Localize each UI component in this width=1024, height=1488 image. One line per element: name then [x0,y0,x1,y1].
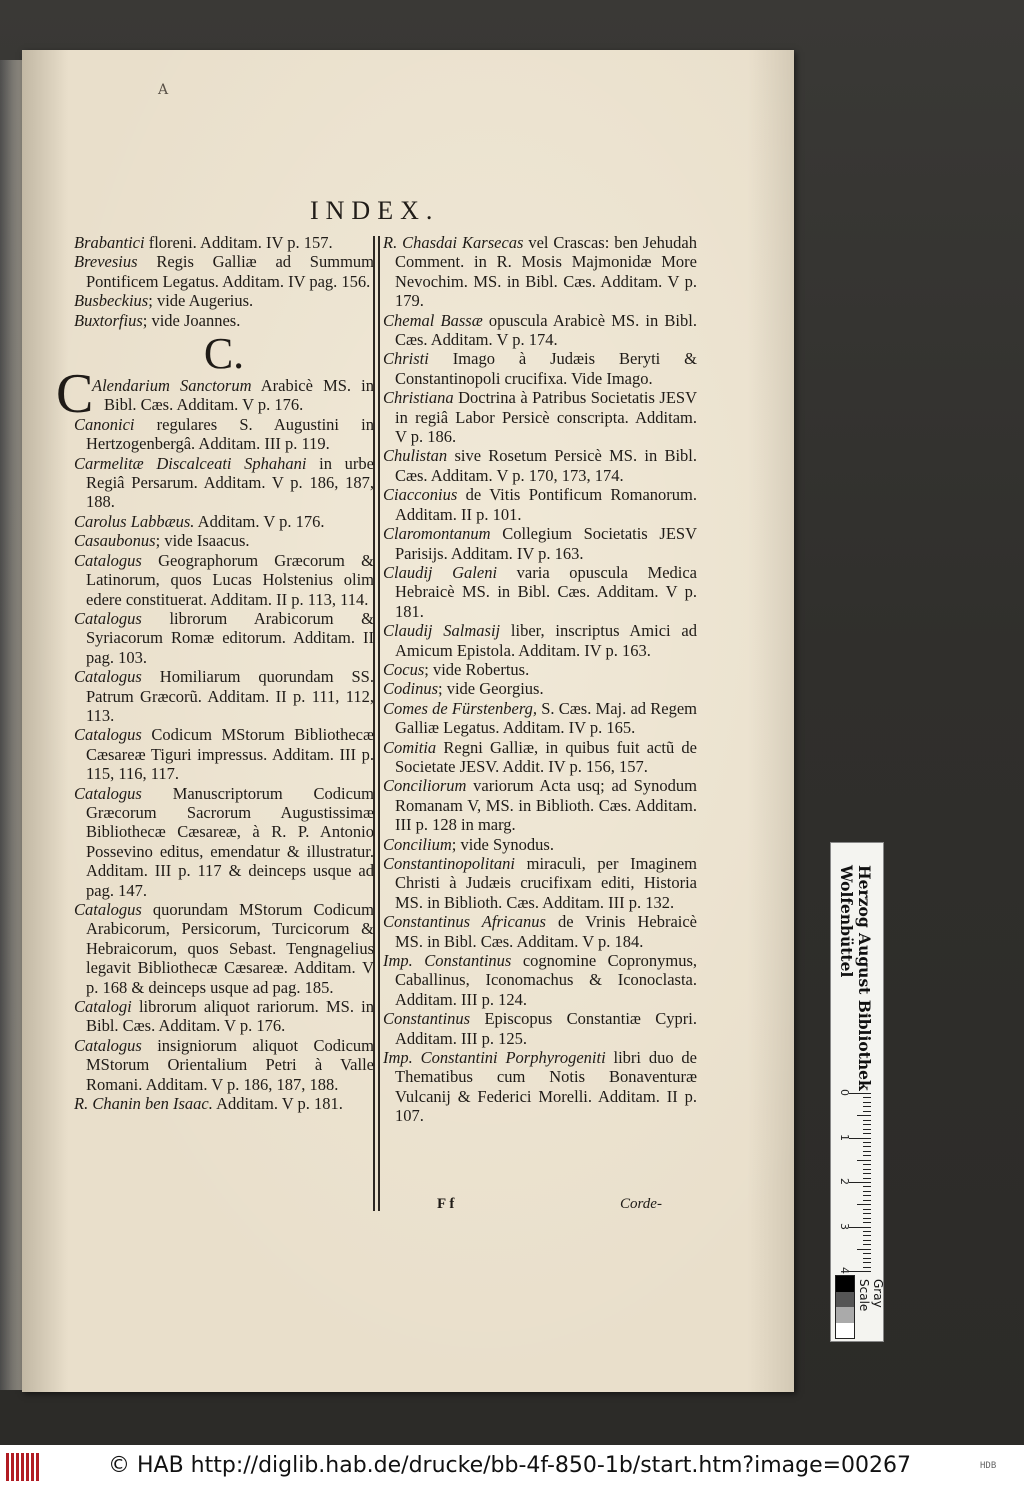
entry-headword: Concilium [383,834,452,854]
entry-headword: Brevesius [74,252,138,272]
ruler-tick [863,1213,871,1214]
entry-reference: librorum Arabicorum & Syriacorum Romæ editorum. Additam. II pag. 103. [86,608,374,667]
footer-bar [0,1445,1024,1488]
index-entry [383,738,697,777]
entry-reference: varia opuscula Medica Hebraicè MS. in Bibl. Cæs. Additam. V p. 181. [395,562,698,621]
entry-reference: liber, inscriptus Amici ad Amicum Epistola. Additam. IV p. 163. [395,621,697,660]
logo-bar [11,1453,14,1481]
entry-reference: Codicum MStorum Bibliothecæ Cæsareæ Tiguri impressus. Additam. III p. 115, 116, 117. [86,725,374,784]
entry-headword: Chemal Bassæ [383,310,483,330]
ruler-tick [863,1244,871,1245]
entry-headword: Comitia [383,737,437,757]
index-entry [74,252,374,291]
ruler-tick [863,1222,871,1223]
entry-headword: Christi [383,349,429,369]
entry-reference: Arabicè MS. in Bibl. Cæs. Additam. V p. 176. [104,376,374,415]
logo-bar [31,1453,34,1481]
ruler-tick [863,1209,871,1210]
index-entry [74,609,374,667]
index-entry [383,951,697,1009]
entry-headword: Catalogus [74,667,142,687]
index-entry [383,388,697,446]
gray-scale-label: Gray Scale [857,1279,885,1312]
entry-reference: regulares S. Augustini in Hertzogenbergâ. Additam. III p. 119. [86,414,374,454]
entry-reference: Regni Galliæ, in quibus fuit actũ de Societate JESV. Addit. IV p. 156, 157. [395,737,697,776]
gray-swatch [836,1307,854,1323]
entry-reference: ; vide Isaacus. [155,531,250,551]
entry-reference: ; vide Augerius. [148,291,254,311]
index-entry [383,621,697,660]
ruler-tick [863,1218,871,1219]
entry-headword: Catalogus [74,725,142,745]
index-entry [74,531,374,550]
ruler-tick [863,1120,871,1121]
entry-reference: opuscula Arabicè MS. in Bibl. Cæs. Additam. V p. 174. [395,310,697,350]
ruler-tick [863,1102,871,1103]
entry-headword: R. Chanin ben Isaac. [74,1094,213,1114]
index-entry [383,311,697,350]
entry-headword: Carolus Labbæus. [74,511,195,531]
index-entry [383,524,697,563]
entries-c [56,363,374,1114]
ruler-tick [863,1169,871,1170]
ruler-tick [863,1111,871,1112]
index-entry [74,454,374,512]
entry-reference: Doctrina à Patribus Societatis JESV in regiâ Labor Persicè conscripta. Additam. V p. 186. [395,388,697,447]
entry-headword: Imp. Constantini Porphyrogeniti [383,1048,606,1068]
ruler-tick [863,1267,871,1268]
entry-reference: miraculi, per Imaginem Christi à Judæis crucifixam editi, Historia MS. in Biblioth. Cæs. Additam. III p. 132. [395,854,697,912]
index-entry [383,563,697,621]
ruler-tick [863,1191,871,1192]
ruler-tick [857,1249,871,1250]
entry-headword: Conciliorum [383,776,467,796]
ruler-tick [863,1253,871,1254]
entry-reference: Regis Galliæ ad Summum Pontificem Legatus. Additam. IV pag. 156. [86,252,374,291]
ruler-tick [857,1115,871,1116]
index-entry [383,446,697,485]
section-letter: C. [203,329,245,379]
ruler-tick [849,1093,871,1094]
entry-reference: S. Cæs. Maj. ad Regem Galliæ Legatus. Additam. IV p. 165. [395,698,698,738]
entry-reference: Imago à Judæis Beryti & Constantinopoli crucifixa. Vide Imago. [395,349,697,388]
index-entry [74,233,374,252]
entry-headword: Catalogus [74,608,142,628]
index-entry [383,679,697,698]
index-entry [74,551,374,609]
entry-headword: Carmelitæ Discalceati Sphahani [74,453,307,473]
index-entry [383,233,697,311]
entry-headword: Constantinus Africanus [383,912,546,932]
entry-headword: Constantinopolitani [383,854,516,873]
ruler-tick [863,1155,871,1156]
footer-right-mark: HDB [980,1461,997,1471]
page-mark: A [158,82,169,98]
entry-headword: Catalogi [74,997,132,1017]
logo-bar [36,1453,39,1481]
entry-reference: floreni. Additam. IV p. 157. [144,233,333,252]
ruler-tick [863,1178,871,1179]
ruler-number: 3 [838,1222,851,1230]
entry-reference: Episcopus Constantiæ Cypri. Additam. III p. 125. [395,1009,697,1048]
entry-reference: quorundam MStorum Codicum Arabicorum, Persicorum, Turcicorum & Hebraicorum, quos Sebast. Tengnagelius legavit Bibliothecæ Cæsareæ. Additam. V p. 168 & deinceps usque ad pag. 185. [86,900,374,997]
entry-reference: ; vide Robertus. [424,659,530,679]
index-entry [74,311,374,330]
entry-reference: insigniorum aliquot Codicum MStorum Orientalium Petri à Valle Romani. Additam. V p. 186, 187, 188. [86,1035,374,1094]
ruler-tick [863,1106,871,1107]
entry-headword: Cocus [383,659,425,679]
entry-reference: ; vide Georgius. [438,679,544,699]
entry-headword: Catalogus [74,783,142,803]
ruler-tick [863,1124,871,1125]
scale-bar [830,842,884,1342]
entry-headword: Catalogus [74,900,142,919]
entries-b [74,233,374,330]
logo-bar [26,1453,29,1481]
scale-institution-name: Herzog August Bibliothek [855,865,874,1091]
entry-headword: R. Chasdai Karsecas [383,233,524,252]
entry-headword: Claudij Salmasij [383,621,501,641]
entry-headword: Canonici [74,414,135,434]
ruler-tick [863,1146,871,1147]
index-entry [383,485,697,524]
index-entry [383,1048,697,1126]
ruler-number: 1 [838,1133,851,1141]
entry-reference: libri duo de Thematibus cum Notis Bonaventuræ Vulcanij & Federici Morelli. Additam. II p. 107. [395,1048,697,1126]
left-column [56,233,374,1114]
right-column [383,233,697,1126]
entry-headword: Chulistan [383,446,448,466]
drop-initial: C [56,363,94,426]
ruler-tick [863,1151,871,1152]
cm-ruler [835,1089,871,1274]
ruler-tick [863,1195,871,1196]
entry-reference: variorum Acta usq; ad Synodum Romanam V, MS. in Biblioth. Cæs. Additam. III p. 128 in marg. [395,776,697,835]
entry-reference: librorum aliquot rariorum. MS. in Bibl. Cæs. Additam. V p. 176. [86,997,374,1036]
ruler-tick [863,1231,871,1232]
index-entry [74,415,374,454]
ruler-number: 4 [838,1267,851,1274]
running-head: INDEX. [310,196,440,225]
footer-copyright-link[interactable]: © HAB http://diglib.hab.de/drucke/bb-4f-850-1b/start.htm?image=00267 [108,1453,912,1478]
entry-headword: Brabantici [74,233,145,252]
entry-reference: cognomine Copronymus, Caballinus, Iconomachus & Iconoclasta. Additam. III p. 124. [395,951,697,1009]
index-entry [74,725,374,783]
ruler-number: 2 [838,1178,851,1185]
index-entry [74,1036,374,1094]
ruler-tick [857,1160,871,1161]
ruler-tick [849,1271,871,1272]
entry-reference: Manuscriptorum Codicum Græcorum Sacrorum Augustissimæ Bibliothecæ Cæsareæ, à R. P. Antonio Possevino editus, emendatur & illustratur. Additam. III p. 117 & deinceps usque ad pag. 147. [86,783,374,900]
entry-headword: Buxtorfius [74,310,143,330]
entry-reference: Homiliarum quorundam SS. Patrum Græcorũ. Additam. II p. 111, 112, 113. [86,667,374,725]
ruler-tick [849,1227,871,1228]
entry-reference: in urbe Regiâ Persarum. Additam. V p. 186, 187, 188. [86,453,374,512]
logo-bar [16,1453,19,1481]
entry-headword: Constantinus [383,1009,471,1029]
ruler-tick [863,1097,871,1098]
entry-reference: Geographorum Græcorum & Latinorum, quos Lucas Holstenius olim edere constituerat. Additam. II p. 113, 114. [86,550,374,609]
ruler-tick [849,1182,871,1183]
ruler-tick [863,1164,871,1165]
gray-swatch [836,1292,854,1308]
ruler-tick [863,1235,871,1236]
gray-swatch [836,1276,854,1292]
ruler-tick [863,1258,871,1259]
ruler-tick [849,1138,871,1139]
entries-right [383,233,697,1126]
index-entry [74,784,374,900]
entry-reference: sive Rosetum Persicè MS. in Bibl. Cæs. Additam. V p. 170, 173, 174. [395,446,697,485]
scale-institution [837,865,873,1091]
index-entry [383,835,697,854]
entry-reference: Additam. V p. 176. [194,511,325,531]
entry-headword: Ciacconius [383,485,458,505]
entry-headword: Catalogus [74,550,142,570]
entry-headword: Busbeckius [74,291,149,311]
index-entry [74,997,374,1036]
ruler-tick [863,1200,871,1201]
gray-scale-swatches [835,1275,855,1339]
index-entry [74,1094,374,1113]
catchword: Corde- [620,1196,662,1212]
ruler-tick [863,1129,871,1130]
entry-headword: Comes de Fürstenberg, [383,698,538,718]
gray-swatch [836,1323,854,1339]
entry-headword: Imp. Constantinus [383,951,512,971]
index-entry [383,699,697,738]
hab-logo-icon [6,1453,40,1481]
column-rule-right [378,236,380,1211]
entry-reference: vel Crascas: ben Jehudah Comment. in R. Mosis Majmonidæ More Nevochim. MS. in Bibl. Cæs. Additam. V p. 179. [395,233,697,311]
index-entry [383,854,697,912]
entry-reference: Additam. V p. 181. [212,1094,343,1114]
ruler-tick [863,1142,871,1143]
index-entry [74,291,374,310]
logo-bar [6,1453,9,1481]
ruler-number: 0 [838,1089,851,1096]
entry-reference: Collegium Societatis JESV Parisijs. Additam. IV p. 163. [395,524,697,563]
index-entry [383,660,697,679]
entry-headword: Casaubonus [74,531,156,551]
index-entry [74,512,374,531]
entry-headword: Codinus [383,679,439,699]
entry-reference: de Vrinis Hebraicè MS. in Bibl. Cæs. Additam. V p. 184. [395,912,698,951]
index-entry [383,912,697,951]
ruler-tick [863,1240,871,1241]
signature-mark: F f [437,1196,455,1212]
entry-headword: Catalogus [74,1035,142,1055]
logo-bar [21,1453,24,1481]
entry-headword: Claromontanum [383,524,491,544]
entry-headword: Christiana [383,388,454,408]
entry-reference: ; vide Synodus. [451,834,554,854]
ruler-tick [857,1204,871,1205]
ruler-tick [863,1186,871,1187]
index-entry [383,776,697,834]
index-entry [383,1009,697,1048]
entry-headword: Alendarium Sanctorum [92,376,252,396]
index-entry [74,900,374,997]
ruler-tick [863,1262,871,1263]
ruler-tick [863,1173,871,1174]
entry-headword: Claudij Galeni [383,562,498,582]
index-entry [74,667,374,725]
index-entry [383,349,697,388]
ruler-tick [863,1133,871,1134]
scale-institution-city: Wolfenbüttel [837,865,856,978]
entry-reference: de Vitis Pontificum Romanorum. Additam. II p. 101. [395,485,697,524]
entry-reference: ; vide Joannes. [142,310,241,330]
